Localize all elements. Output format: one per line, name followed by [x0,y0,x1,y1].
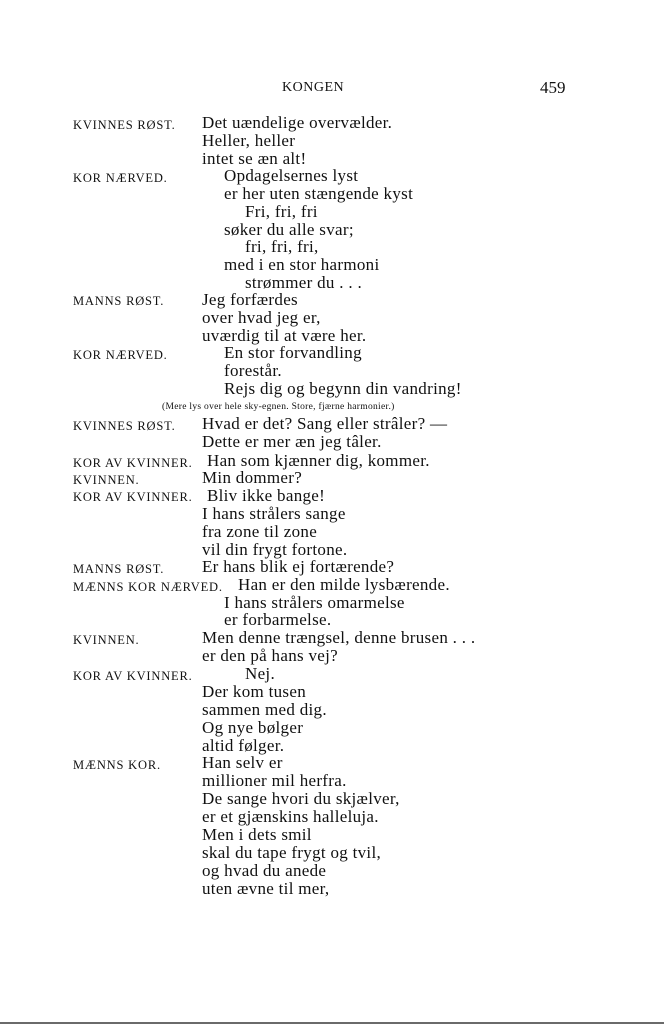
verse-line: vil din frygt fortone. [202,540,348,559]
verse-line: er et gjænskins halleluja. [202,807,379,826]
speaker-label: KOR AV KVINNER. [73,456,193,470]
verse-line: Der kom tusen [202,682,306,701]
running-title: KONGEN [282,80,345,95]
verse-line: med i en stor harmoni [224,255,380,274]
verse-line: strømmer du . . . [245,273,363,292]
verse-line: Men denne trængsel, denne brusen . . . [202,628,476,647]
verse-line: Han som kjænner dig, kommer. [207,451,430,470]
speaker-label: KVINNEN. [73,473,140,487]
speaker-label: KOR NÆRVED. [73,171,168,185]
verse-line: De sange hvori du skjælver, [202,789,400,808]
verse-line: intet se æn alt! [202,149,307,168]
scan-edge-divider [0,1022,664,1024]
verse-line: Rejs dig og begynn din vandring! [224,379,462,398]
verse-line: Hvad er det? Sang eller strâler? — [202,414,448,433]
speaker-label: KOR NÆRVED. [73,348,168,362]
speaker-label: KVINNES RØST. [73,419,176,433]
verse-line: er her uten stængende kyst [224,184,414,203]
speaker-label: MANNS RØST. [73,562,165,576]
verse-line: er forbarmelse. [224,610,332,629]
speaker-label: KVINNEN. [73,633,140,647]
page-number: 459 [540,78,566,97]
verse-line: Men i dets smil [202,825,312,844]
verse-line: Opdagelsernes lyst [224,166,359,185]
verse-line: Han er den milde lysbærende. [238,575,450,594]
verse-line: millioner mil herfra. [202,771,347,790]
speaker-label: MÆNNS KOR NÆRVED. [73,580,223,594]
verse-line: forestår. [224,361,282,380]
speaker-label: KOR AV KVINNER. [73,490,193,504]
verse-line: Han selv er [202,753,283,772]
verse-line: I hans strålers omarmelse [224,593,405,612]
verse-line: Heller, heller [202,131,296,150]
verse-line: er den på hans vej? [202,646,338,665]
verse-line: Jeg forfærdes [202,290,298,309]
verse-line: Min dommer? [202,468,303,487]
speaker-label: MANNS RØST. [73,294,165,308]
speaker-label: KOR AV KVINNER. [73,669,193,683]
verse-line: over hvad jeg er, [202,308,321,327]
verse-line: Det uændelige overvælder. [202,113,393,132]
verse-line: I hans strålers sange [202,504,346,523]
verse-line: Fri, fri, fri [245,202,318,221]
verse-line: fra zone til zone [202,522,318,541]
verse-line: søker du alle svar; [224,220,354,239]
verse-line: sammen med dig. [202,700,327,719]
verse-line: Nej. [245,664,275,683]
verse-line: uværdig til at være her. [202,326,367,345]
verse-line: Dette er mer æn jeg tâler. [202,432,382,451]
verse-line: og hvad du anede [202,861,327,880]
speaker-label: KVINNES RØST. [73,118,176,132]
verse-line: Og nye bølger [202,718,304,737]
verse-line: skal du tape frygt og tvil, [202,843,382,862]
verse-line: fri, fri, fri, [245,237,319,256]
verse-line: Bliv ikke bange! [207,486,326,505]
speaker-label: MÆNNS KOR. [73,758,161,772]
verse-line: uten ævne til mer, [202,879,330,898]
verse-line: En stor forvandling [224,343,362,362]
stage-direction: (Mere lys over hele sky-egnen. Store, fjærne harmonier.) [162,402,395,412]
verse-line: altid følger. [202,736,285,755]
verse-line: Er hans blik ej fortærende? [202,557,395,576]
